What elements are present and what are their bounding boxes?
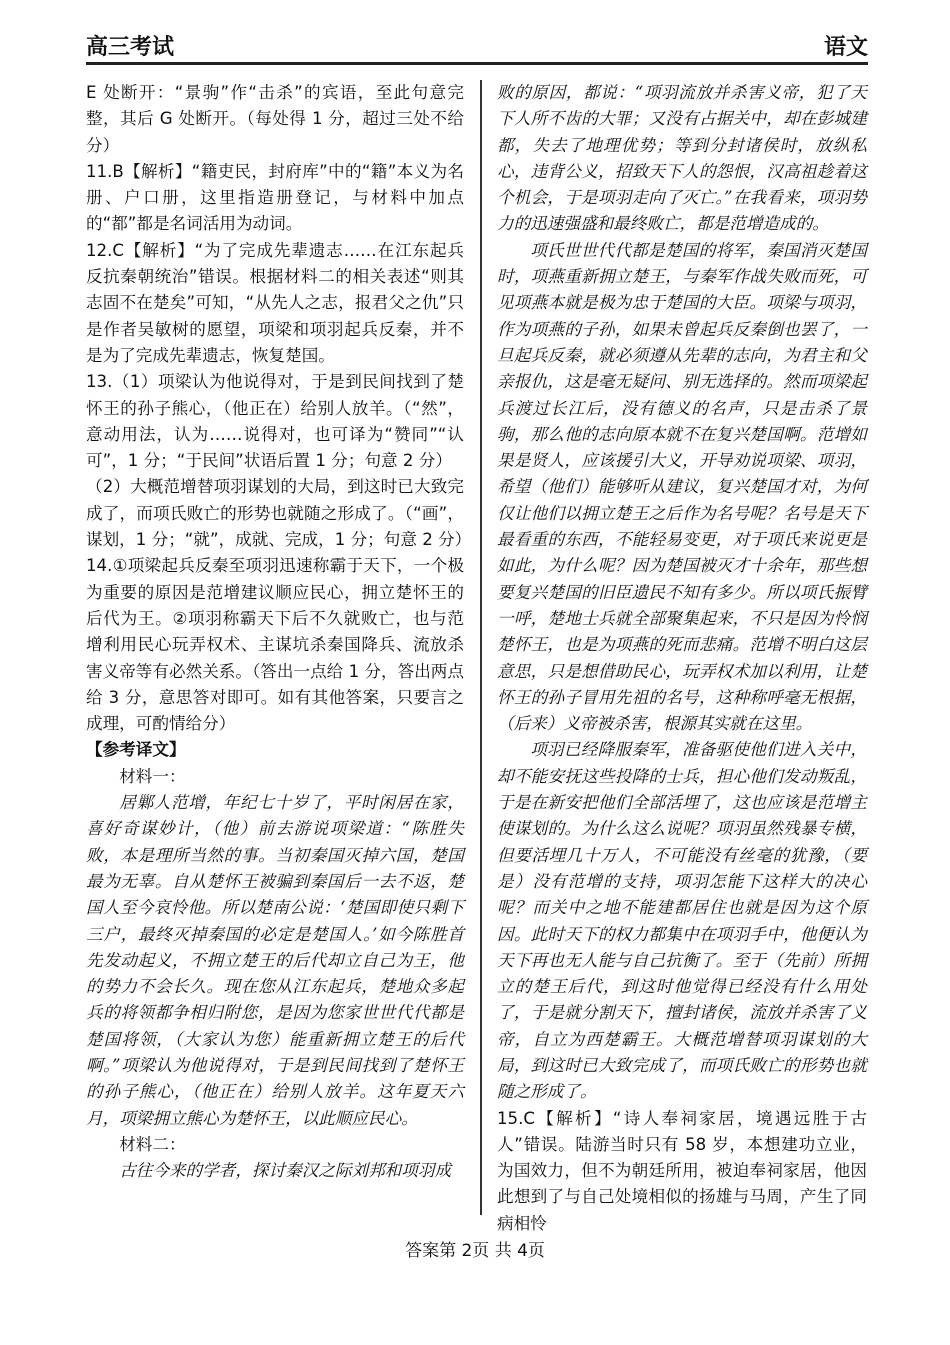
page-header: [86, 14, 868, 65]
subject-title: 语文: [823, 35, 868, 60]
page-footer: 答案第 2页 共 4页: [405, 1241, 545, 1261]
right-column: [497, 80, 867, 1237]
paragraph: E 处断开：“景驹”作“击杀”的宾语，至此句意完整，其后 G 处断开。（每处得 1 分，超过三处不给分）: [86, 83, 464, 155]
paragraph: 13.（1）项梁认为他说得对，于是到民间找到了楚怀王的孙子熊心，（他正在）给别人放羊。（“然”，意动用法，认为……说得对，也可译为“赞同”“认可”，1 分；“于民间”状语后置 1 分；句意 2 分）: [86, 372, 464, 471]
material-label: 材料一：: [119, 766, 186, 786]
paragraph: 11.B【解析】“籍吏民，封府库”中的“籍”本义为名册、户口册，这里指造册登记，与材料中加点的“都”都是名词活用为动词。: [86, 161, 464, 234]
translation-paragraph: 古往今来的学者，探讨秦汉之际刘邦和项羽成: [119, 1161, 452, 1181]
section-heading: 【参考译文】: [86, 740, 186, 760]
translation-paragraph: 居鄛人范增，年纪七十岁了，平时闲居在家，喜好奇谋妙计，（他）前去游说项梁道：“陈胜失败，本是理所当然的事。当初秦国灭掉六国，楚国最为无辜。自从楚怀王被骗到秦国后一去不返，楚国人至今哀怜他。所以楚南公说：‘楚国即使只剩下三户，最终灭掉秦国的必定是楚国人。’如今陈胜首先发动起义，不拥立楚王的后代却立自己为王，他的势力不会长久。现在您从江东起兵，楚地众多起兵的将领都争相归附您，是因为您家世世代代都是楚国将领，（大家认为您）能重新拥立楚王的后代啊。”项梁认为他说得对，于是到民间找到了楚怀王的孙子熊心，（他正在）给别人放羊。这年夏天六月，项梁拥立熊心为楚怀王，以此顺应民心。: [86, 793, 464, 1128]
translation-paragraph: 项羽已经降服秦军，准备驱使他们进入关中，却不能安抚这些投降的士兵，担心他们发动叛乱，于是在新安把他们全部活埋了，这也应该是范增主使谋划的。为什么这么说呢？项羽虽然残暴专横，但要活埋几十万人，不可能没有丝毫的犹豫，（要是）没有范增的支持，项羽怎能下这样大的决心呢？而关中之地不能建都居住也就是因为这个原因。此时天下的权力都集中在项羽手中，他便认为天下再也无人能与自己抗衡了。至于（先前）所拥立的楚王后代，到这时他觉得已经没有什么用处了，于是就分割天下，擅封诸侯，流放并杀害了义帝，自立为西楚霸王。大概范增替项羽谋划的大局，到这时已大致完成了，而项氏败亡的形势也就随之形成了。: [497, 740, 867, 1102]
translation-paragraph: 败的原因，都说：“项羽流放并杀害义帝，犯了天下人所不齿的大罪；又没有占据关中，却在彭城建都，失去了地理优势；等到分封诸侯时，放纵私心，违背公义，招致天下人的怨恨，汉高祖趁着这个机会，于是项羽走向了灭亡。”在我看来，项羽势力的迅速强盛和最终败亡，都是范增造成的。: [497, 83, 867, 234]
left-column: [86, 80, 472, 1184]
material-label: 材料二：: [119, 1134, 186, 1154]
paragraph: 14.①项梁起兵反秦至项羽迅速称霸于天下，一个极为重要的原因是范增建议顺应民心，拥立楚怀王的后代为王。②项羽称霸天下后不久就败亡，也与范增利用民心玩弄权术、主谋坑杀秦国降兵、流放杀害义帝等有必然关系。（答出一点给 1 分，答出两点给 3 分，意思答对即可。如有其他答案，只要言之成理，可酌情给分）: [86, 556, 464, 734]
paragraph: 12.C【解析】“为了完成先辈遗志……在江东起兵反抗秦朝统治”错误。根据材料二的相关表述“则其志固不在楚矣”可知，“从先人之志，报君父之仇”只是作者吴敏树的愿望，项梁和项羽起兵反秦，并不是为了完成先辈遗志，恢复楚国。: [86, 240, 464, 365]
paragraph: （2）大概范增替项羽谋划的大局，到这时已大致完成了，而项氏败亡的形势也就随之形成了。（“画”，谋划，1 分；“就”，成就、完成，1 分；句意 2 分）: [86, 477, 472, 550]
paragraph: 15.C【解析】“诗人奉祠家居，境遇远胜于古人”错误。陆游当时只有 58 岁，本想建功立业，为国效力，但不为朝廷所用，被迫奉祠家居，他因此想到了与自己处境相似的扬雄与马周，产生了同病相怜: [497, 1108, 867, 1233]
column-divider: [480, 80, 482, 1215]
exam-title: 高三考试: [86, 35, 175, 60]
translation-paragraph: 项氏世世代代都是楚国的将军，秦国消灭楚国时，项燕重新拥立楚王，与秦军作战失败而死，可见项燕本就是极为忠于楚国的大臣。项梁与项羽，作为项燕的子孙，如果未曾起兵反秦倒也罢了，一旦起兵反秦，就必须遵从先辈的志向，为君主和父亲报仇，这是毫无疑问、别无选择的。然而项梁起兵渡过长江后，没有德义的名声，只是击杀了景驹，那么他的志向原本就不在复兴楚国啊。范增如果是贤人，应该援引大义，开导劝说项梁、项羽，希望（他们）能够听从建议，复兴楚国才对，为何仅让他们以拥立楚王之后作为名号呢？名号是天下最看重的东西，不能轻易变更，对于项氏来说更是如此，为什么呢？因为楚国被灭才十余年，那些想要复兴楚国的旧臣遗民不知有多少。所以项氏振臂一呼，楚地士兵就全部聚集起来，不只是因为怜悯楚怀王，也是为项燕的死而悲痛。范增不明白这层意思，只是想借助民心，玩弄权术加以利用，让楚怀王的孙子冒用先祖的名号，这种称呼毫无根据，（后来）义帝被杀害，根源其实就在这里。: [497, 240, 867, 734]
